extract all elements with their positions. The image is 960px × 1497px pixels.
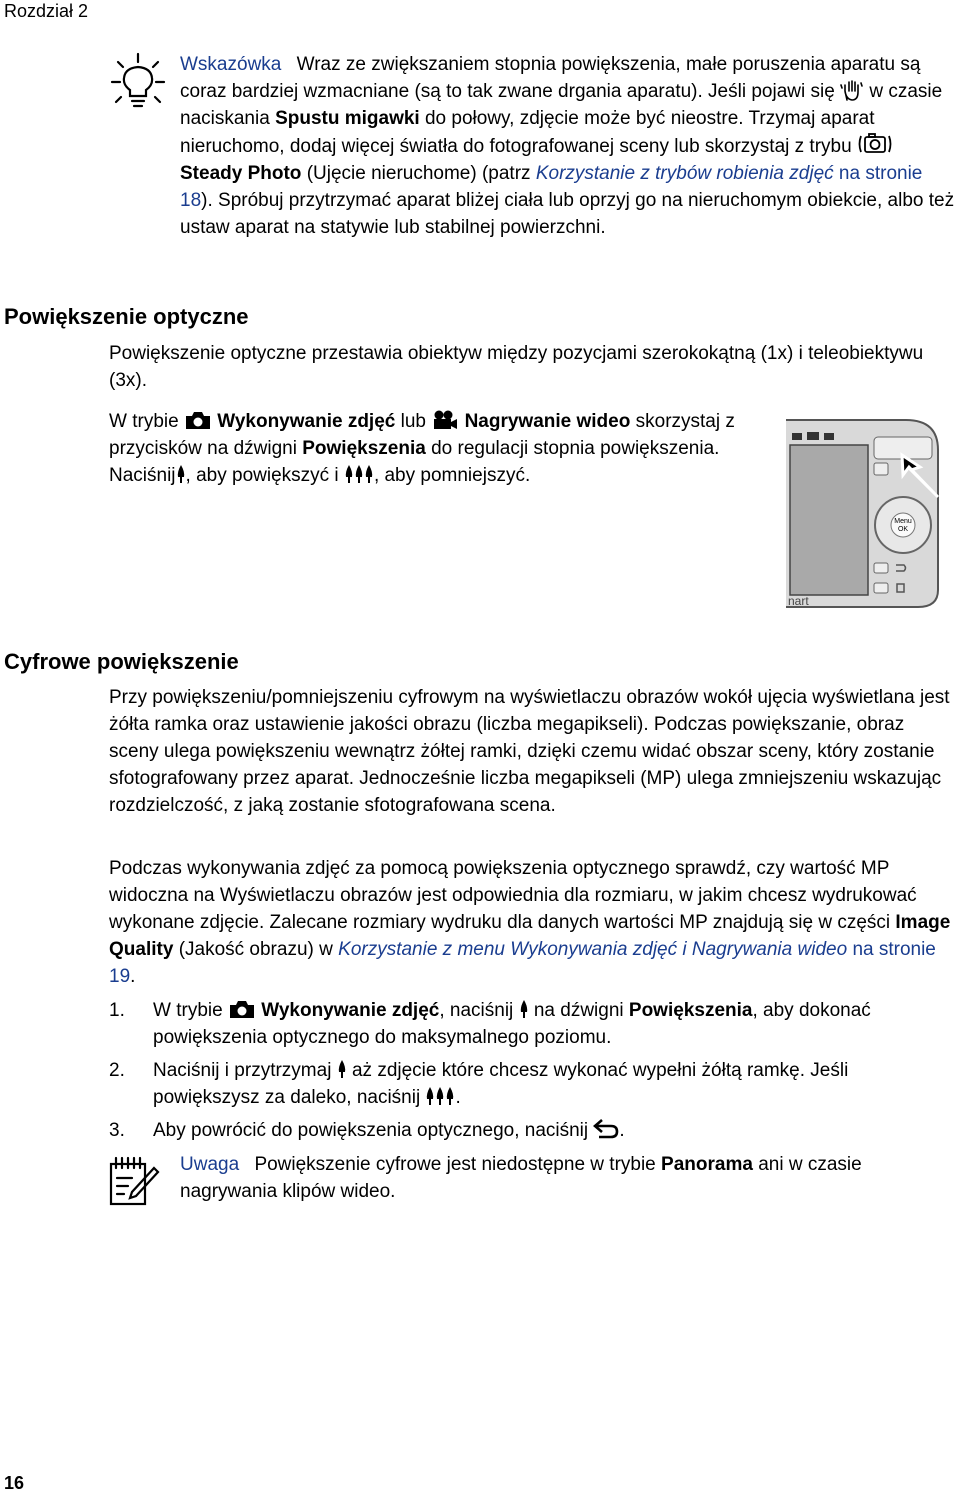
camera-icon [228, 998, 256, 1020]
note-pencil-icon [108, 1156, 160, 1208]
camera-icon [184, 409, 212, 431]
page-number: 16 [4, 1473, 25, 1493]
section-heading-digital: Cyfrowe powiększenie [4, 649, 239, 674]
optical-paragraph-1: Powiększenie optyczne przestawia obiektyw między pozycjami szerokokątną (1x) i teleobiektywu (3x). [109, 343, 924, 391]
steps-list [109, 997, 959, 1150]
video-camera-icon [431, 409, 459, 431]
chapter-header: Rozdział 2 [4, 1, 89, 21]
tip-label: Wskazówka [180, 54, 282, 75]
lightbulb-icon [110, 52, 166, 108]
list-item: 2. Naciśnij i przytrzymaj aż zdjęcie które chcesz wykonać wypełni żółtą ramkę. Jeśli powiększysz za daleko, naciśnij . [109, 1060, 849, 1108]
tele-zoom-icon [519, 998, 529, 1020]
camera-ok-label: OK [897, 526, 909, 533]
list-item: 3. Aby powrócić do powiększenia optycznego, naciśnij . [109, 1120, 625, 1141]
camera-back-illustration [786, 415, 946, 610]
digital-link[interactable]: Korzystanie z menu Wykonywania zdjęć i Nagrywania wideo [338, 939, 848, 960]
return-arrow-icon [593, 1118, 619, 1140]
wide-zoom-icon [425, 1085, 455, 1107]
tele-zoom-icon [337, 1058, 347, 1080]
digital-paragraph-2: Podczas wykonywania zdjęć za pomocą powiększenia optycznego sprawdź, czy wartość MP widoczna na Wyświetlaczu obrazów jest odpowiednia dla rozmiaru, w jakim chcesz wydrukować wykonane zdjęcie. Zalecane rozmiary wydruku dla danych wartości MP znajdują się w części Image Quality (Jakość obrazu) w Korzystanie z menu Wykonywania zdjęć i Nagrywania wideo na stronie 19. [109, 858, 951, 987]
note-label: Uwaga [180, 1154, 240, 1175]
camera-brand: nart [788, 594, 809, 608]
tip-link[interactable]: Korzystanie z trybów robienia zdjęć [535, 163, 834, 184]
tele-zoom-icon [176, 463, 186, 485]
note-paragraph: Uwaga Powiększenie cyfrowe jest niedostępne w trybie Panorama ani w czasie nagrywania klipów wideo. [180, 1154, 862, 1202]
list-item: 1. W trybie Wykonywanie zdjęć, naciśnij na dźwigni Powiększenia, aby dokonać powiększenia optycznego do maksymalnego poziomu. [109, 1000, 871, 1048]
camera-menu-label: Menu [894, 518, 912, 525]
steady-photo-icon [857, 132, 893, 156]
section-heading-optical: Powiększenie optyczne [4, 304, 249, 329]
optical-paragraph-2: W trybie Wykonywanie zdjęć lub Nagrywanie wideo skorzystaj z przycisków na dźwigni Powiększenia do regulacji stopnia powiększenia. Naciśnij , aby powiększyć i , aby pomniejszyć. [109, 411, 735, 486]
shake-hand-icon [840, 79, 864, 101]
wide-zoom-icon [344, 463, 374, 485]
mode-icons [792, 432, 834, 440]
digital-paragraph-1: Przy powiększeniu/pomniejszeniu cyfrowym na wyświetlaczu obrazów wokół ujęcia wyświetlana jest żółta ramka oraz ustawienie jakości obrazu (liczba megapikseli). Podczas powiększanie, obraz sceny ulega powiększeniu wewnątrz żółtej ramki, dzięki czemu widać obszar sceny, który zostanie sfotografowany przez aparat. Jednocześnie liczba megapikseli (MP) ulega zmniejszeniu wskazując rozdzielczość, z jaką zostanie sfotografowana scena. [109, 687, 950, 816]
tip-paragraph: Wskazówka Wraz ze zwiększaniem stopnia powiększenia, małe poruszenia aparatu są coraz bardziej wzmacniane (są to tak zwane drgania aparatu). Jeśli pojawi się w czasie naciskania Spustu migawki do połowy, zdjęcie może być nieostre. Trzymaj aparat nieruchomo, dodaj więcej światła do fotografowanej sceny lub skorzystaj z trybu Steady Photo (Ujęcie nieruchome) (patrz Korzystanie z trybów robienia zdjęć na stronie 18). Spróbuj przytrzymać aparat bliżej ciała lub oprzyj go na nieruchomym obiekcie, albo też ustaw aparat na statywie lub stabilnej powierzchni. [180, 54, 955, 238]
